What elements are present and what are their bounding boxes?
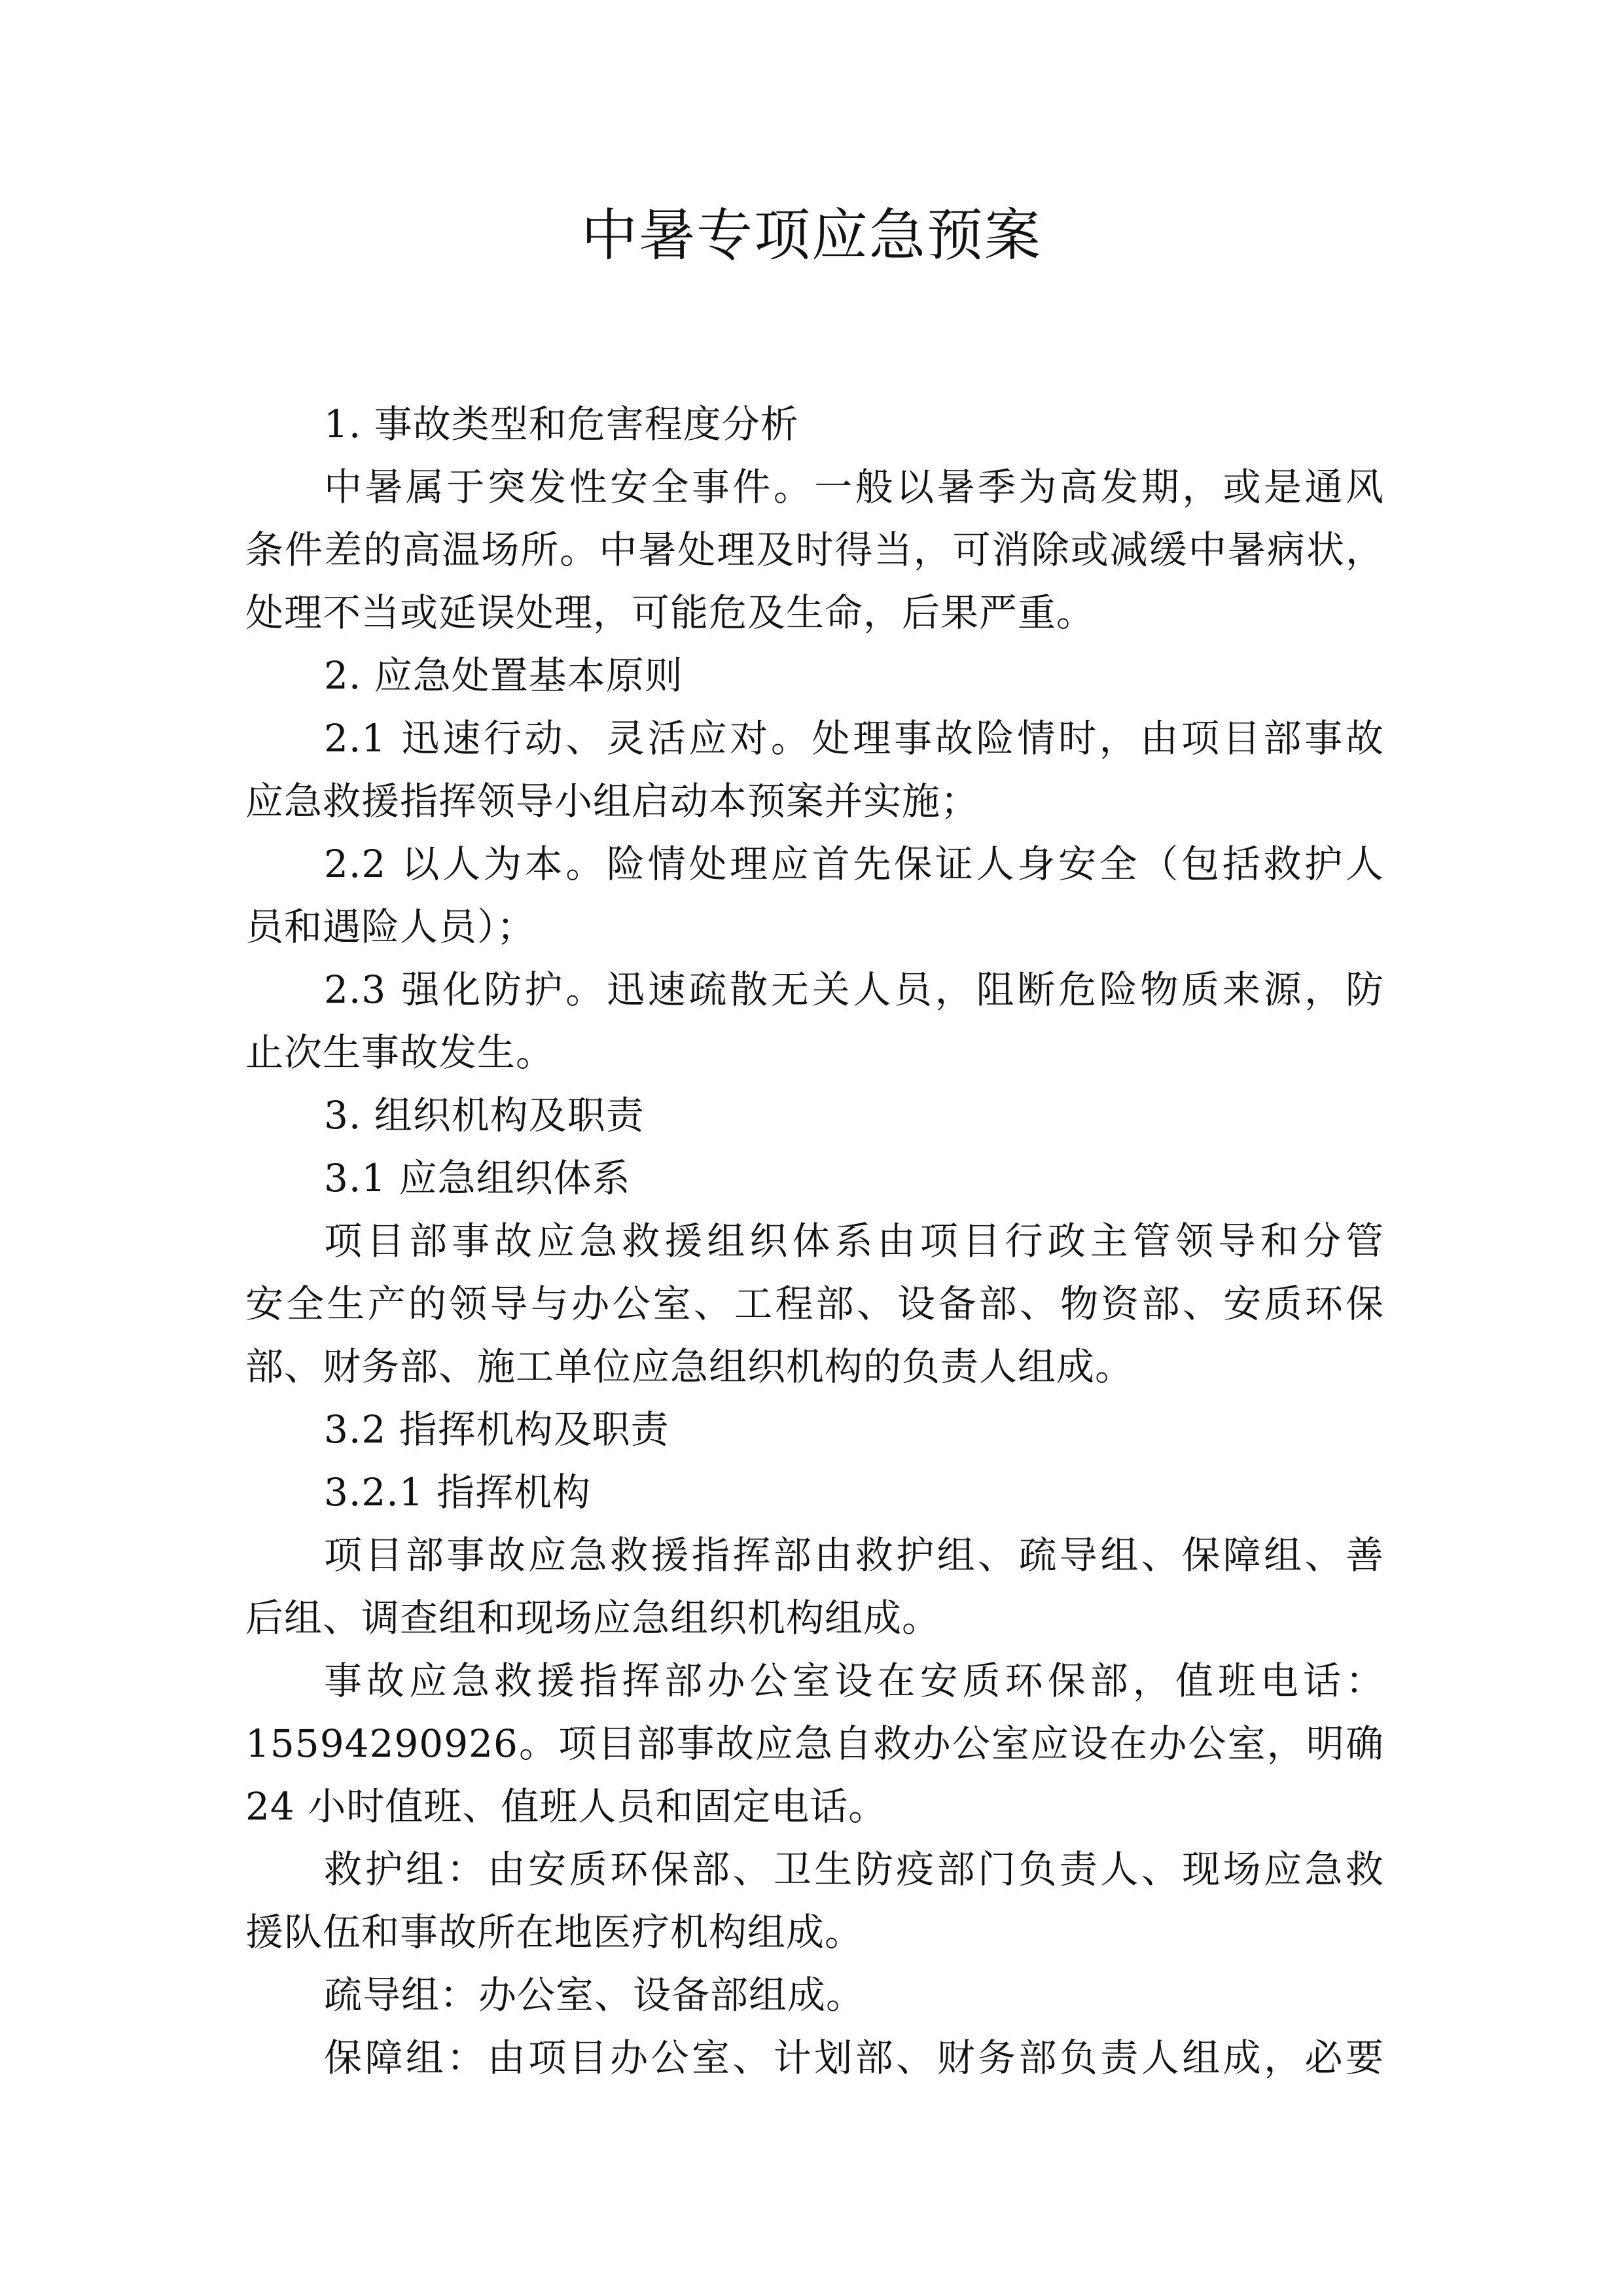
- paragraph-line: 2.1 迅速行动、灵活应对。处理事故险情时，由项目部事故: [324, 716, 1384, 761]
- paragraph-line: 后组、调查组和现场应急组织机构组成。: [245, 1596, 941, 1640]
- paragraph-line: 项目部事故应急救援指挥部由救护组、疏导组、保障组、善: [324, 1533, 1384, 1577]
- subsection-heading-3-1: 3.1 应急组织体系: [324, 1156, 631, 1200]
- paragraph-line: 24 小时值班、值班人员和固定电话。: [245, 1784, 887, 1829]
- paragraph-line: 2.2 以人为本。险情处理应首先保证人身安全（包括救护人: [324, 842, 1384, 886]
- section-heading-1: 1. 事故类型和危害程度分析: [324, 402, 799, 446]
- paragraph-line: 处理不当或延误处理，可能危及生命，后果严重。: [245, 590, 1096, 635]
- paragraph-line: 止次生事故发生。: [245, 1030, 555, 1075]
- paragraph-line: 部、财务部、施工单位应急组织机构的负责人组成。: [245, 1344, 1134, 1389]
- section-heading-3: 3. 组织机构及职责: [324, 1093, 645, 1138]
- paragraph-line: 应急救援指挥领导小组启动本预案并实施；: [245, 779, 980, 823]
- section-heading-2: 2. 应急处置基本原则: [324, 653, 683, 698]
- paragraph-line: 事故应急救援指挥部办公室设在安质环保部，值班电话：: [324, 1659, 1384, 1703]
- paragraph-line: 救护组：由安质环保部、卫生防疫部门负责人、现场应急救: [324, 1847, 1384, 1892]
- paragraph-line: 2.3 强化防护。迅速疏散无关人员，阻断危险物质来源，防: [324, 967, 1384, 1012]
- paragraph-line: 15594290926。项目部事故应急自救办公室应设在办公室，明确: [245, 1721, 1384, 1766]
- paragraph-line: 条件差的高温场所。中暑处理及时得当，可消除或减缓中暑病状，: [245, 528, 1384, 572]
- subsection-heading-3-2: 3.2 指挥机构及职责: [324, 1407, 669, 1452]
- subsection-heading-3-2-1: 3.2.1 指挥机构: [324, 1470, 592, 1515]
- paragraph-line: 援队伍和事故所在地医疗机构组成。: [245, 1910, 864, 1954]
- document-title: 中暑专项应急预案: [581, 203, 1042, 268]
- paragraph-line: 疏导组：办公室、设备部组成。: [324, 1973, 865, 2017]
- paragraph-line: 员和遇险人员）；: [245, 905, 536, 949]
- paragraph-line: 安全生产的领导与办公室、工程部、设备部、物资部、安质环保: [245, 1282, 1384, 1326]
- paragraph-line: 保障组：由项目办公室、计划部、财务部负责人组成，必要: [324, 2036, 1384, 2080]
- document-body: [245, 393, 1384, 2089]
- paragraph-line: 项目部事故应急救援组织体系由项目行政主管领导和分管: [324, 1219, 1384, 1263]
- paragraph-line: 中暑属于突发性安全事件。一般以暑季为高发期，或是通风: [324, 465, 1384, 509]
